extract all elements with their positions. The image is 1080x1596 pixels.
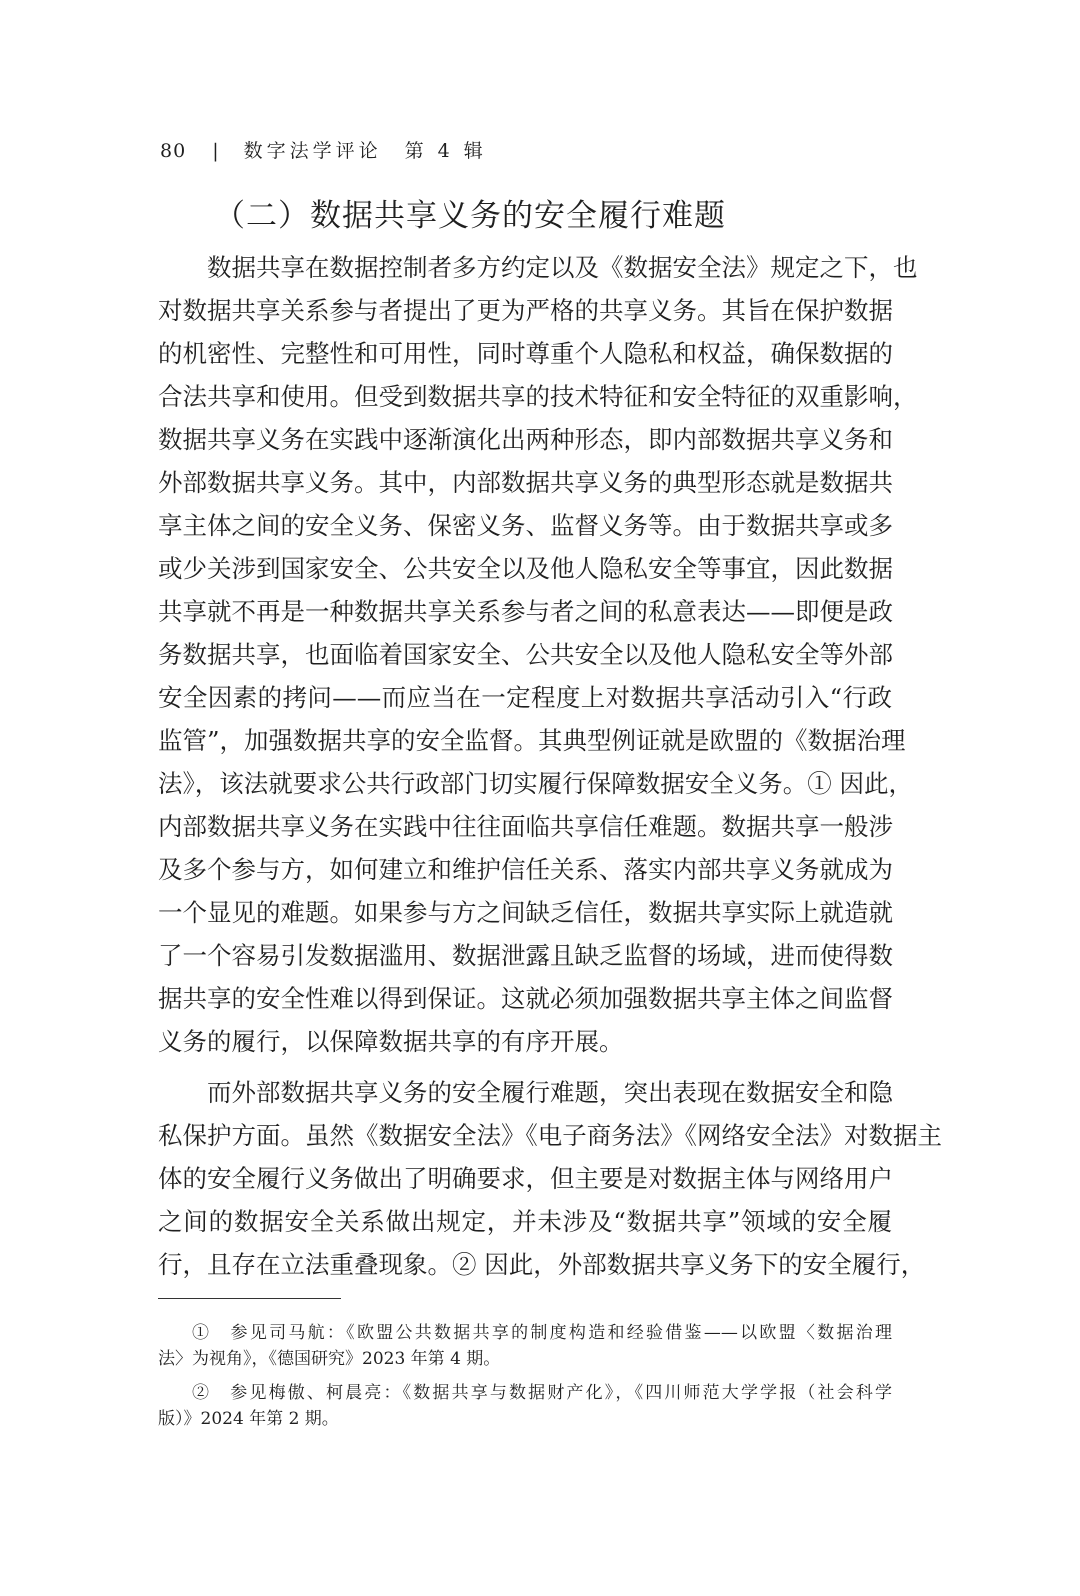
running-head-separator: |: [212, 140, 220, 162]
text-line: 合法共享和使用。但受到数据共享的技术特征和安全特征的双重影响，: [158, 382, 918, 411]
footnote-divider: [158, 1298, 341, 1299]
text-line: 私保护方面。虽然《数据安全法》《电子商务法》《网络安全法》对数据主: [158, 1121, 942, 1150]
text-line: 安全因素的拷问——而应当在一定程度上对数据共享活动引入“行政: [158, 683, 892, 712]
text-line: 据共享的安全性难以得到保证。这就必须加强数据共享主体之间监督: [158, 984, 893, 1013]
text-line: 数据共享义务在实践中逐渐演化出两种形态，即内部数据共享义务和: [158, 425, 893, 454]
text-line: 义务的履行，以保障数据共享的有序开展。: [158, 1027, 624, 1056]
text-line: 对数据共享关系参与者提出了更为严格的共享义务。其旨在保护数据: [158, 296, 893, 325]
text-line: 及多个参与方，如何建立和维护信任关系、落实内部共享义务就成为: [158, 855, 893, 884]
footnote-1: [158, 1320, 892, 1372]
text-line: 监管”，加强数据共享的安全监督。其典型例证就是欧盟的《数据治理: [158, 726, 906, 755]
text-line: 行，且存在立法重叠现象。② 因此，外部数据共享义务下的安全履行，: [158, 1250, 926, 1279]
text-line: 了一个容易引发数据滥用、数据泄露且缺乏监督的场域，进而使得数: [158, 941, 893, 970]
text-line: 享主体之间的安全义务、保密义务、监督义务等。由于数据共享或多: [158, 511, 893, 540]
text-line: 一个显见的难题。如果参与方之间缺乏信任，数据共享实际上就造就: [158, 898, 893, 927]
text-line: 共享就不再是一种数据共享关系参与者之间的私意表达——即便是政: [158, 597, 893, 626]
footnote-line: 版）》2024 年第 2 期。: [158, 1409, 339, 1429]
text-line: 务数据共享，也面临着国家安全、公共安全以及他人隐私安全等外部: [158, 640, 893, 669]
text-line: 体的安全履行义务做出了明确要求，但主要是对数据主体与网络用户: [158, 1164, 893, 1193]
section-heading: （二）数据共享义务的安全履行难题: [214, 198, 726, 234]
text-line: 外部数据共享义务。其中，内部数据共享义务的典型形态就是数据共: [158, 468, 893, 497]
text-line: 或少关涉到国家安全、公共安全以及他人隐私安全等事宜，因此数据: [158, 554, 893, 583]
text-line: 而外部数据共享义务的安全履行难题，突出表现在数据安全和隐: [207, 1078, 893, 1107]
text-line: 内部数据共享义务在实践中往往面临共享信任难题。数据共享一般涉: [158, 812, 893, 841]
page-number: 80: [160, 140, 187, 162]
footnote-line: 法〉为视角》，《德国研究》2023 年第 4 期。: [158, 1349, 501, 1369]
text-line: 法》，该法就要求公共行政部门切实履行保障数据安全义务。① 因此，: [158, 769, 914, 798]
paragraph-2: [158, 1071, 942, 1286]
footnote-line: ① 参见司马航：《欧盟公共数据共享的制度构造和经验借鉴——以欧盟〈数据治理: [192, 1323, 892, 1343]
footnote-2: [158, 1380, 892, 1432]
text-line: 的机密性、完整性和可用性，同时尊重个人隐私和权益，确保数据的: [158, 339, 893, 368]
footnote-gap: [158, 1372, 892, 1380]
text-line: 之间的数据安全关系做出规定，并未涉及“数据共享”领域的安全履: [158, 1207, 892, 1236]
journal-title: 数字法学评论 第 4 辑: [243, 140, 487, 162]
running-head: [160, 136, 487, 163]
paragraph-1: [158, 246, 918, 1063]
text-line: 数据共享在数据控制者多方约定以及《数据安全法》规定之下，也: [207, 253, 918, 282]
footnote-line: ② 参见梅傲、柯晨亮：《数据共享与数据财产化》，《四川师范大学学报（社会科学: [192, 1383, 892, 1403]
footnotes: [158, 1320, 892, 1432]
paragraph-gap: [158, 1063, 892, 1071]
body-text: [158, 246, 942, 1286]
